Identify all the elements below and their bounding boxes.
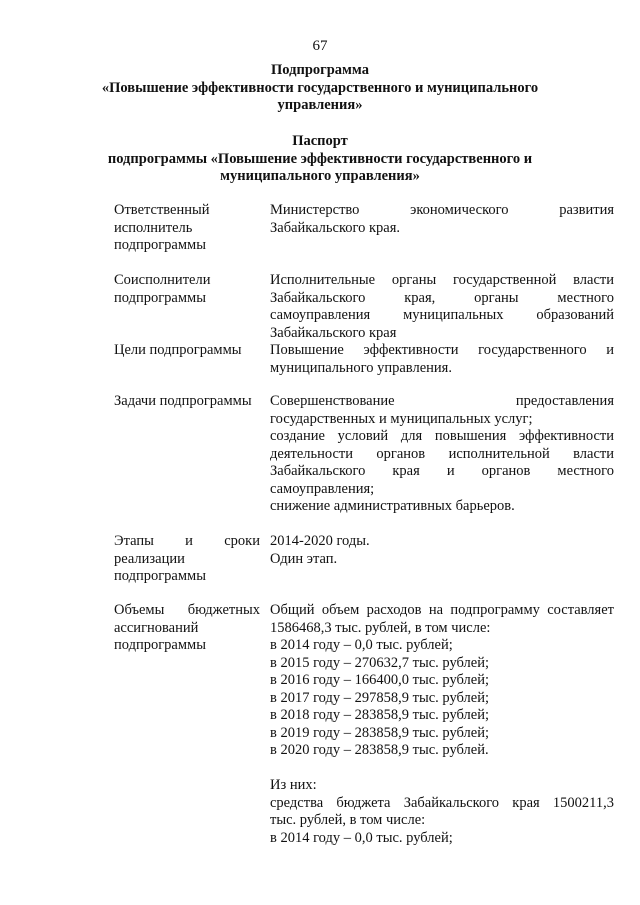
- value-line: Забайкальского края: [270, 324, 397, 341]
- row-label: [114, 393, 260, 411]
- row-label: [114, 533, 260, 586]
- label-line: Этапы и сроки: [114, 533, 260, 549]
- label-line: Объемы бюджетных: [114, 602, 260, 618]
- label-line: Цели подпрограммы: [114, 342, 242, 358]
- value-line: деятельности органов исполнительной власти: [270, 445, 614, 462]
- passport-title-line-2: подпрограммы «Повышение эффективности государственного и: [107, 150, 533, 167]
- value-line: в 2018 году – 283858,9 тыс. рублей;: [270, 707, 490, 723]
- value-line: в 2015 году – 270632,7 тыс. рублей;: [270, 654, 490, 671]
- subprogram-title-line-1: Подпрограмма: [271, 62, 369, 78]
- value-line: государственных и муниципальных услуг;: [270, 410, 533, 427]
- label-line: подпрограммы: [114, 237, 206, 253]
- row-label: [114, 602, 260, 655]
- label-line: Задачи подпрограммы: [114, 393, 252, 409]
- value-line: Один этап.: [270, 550, 338, 567]
- subprogram-title-line-2: «Повышение эффективности государственного и муниципального: [101, 79, 539, 96]
- page-number: 67: [312, 38, 328, 54]
- value-line: создание условий для повышения эффективности: [270, 428, 614, 444]
- value-line: муниципального управления.: [270, 359, 452, 376]
- row-value: [270, 272, 614, 342]
- label-line: реализации: [114, 550, 185, 567]
- value-line: в 2017 году – 297858,9 тыс. рублей;: [270, 689, 490, 706]
- row-label: [114, 342, 260, 360]
- value-line: 1586468,3 тыс. рублей, в том числе:: [270, 619, 491, 636]
- value-line: Министерство экономического развития: [270, 202, 614, 218]
- value-line: средства бюджета Забайкальского края 1500211,3: [270, 794, 614, 811]
- row-value: [270, 342, 614, 377]
- subprogram-title: [0, 62, 640, 115]
- row-value: [270, 533, 614, 568]
- passport-title-line-3: муниципального управления»: [220, 168, 420, 184]
- value-line: Забайкальского края и органов местного: [270, 463, 614, 479]
- value-line: в 2020 году – 283858,9 тыс. рублей.: [270, 742, 489, 758]
- value-line: в 2014 году – 0,0 тыс. рублей;: [270, 637, 453, 653]
- label-line: подпрограммы: [114, 637, 206, 653]
- row-label: [114, 272, 260, 307]
- label-line: Соисполнители: [114, 272, 211, 288]
- row-label: [114, 202, 260, 255]
- value-line: Забайкальского края.: [270, 219, 400, 236]
- row-value: [270, 602, 614, 847]
- label-line: Ответственный: [114, 202, 210, 218]
- subprogram-title-line-3: управления»: [277, 97, 363, 113]
- value-line: Совершенствование предоставления: [270, 393, 614, 409]
- value-line: в 2014 году – 0,0 тыс. рублей;: [270, 829, 453, 846]
- label-line: подпрограммы: [114, 568, 206, 584]
- value-line: в 2016 году – 166400,0 тыс. рублей;: [270, 672, 490, 688]
- label-line: ассигнований: [114, 619, 199, 636]
- value-line: тыс. рублей, в том числе:: [270, 812, 426, 828]
- value-line: самоуправления муниципальных образований: [270, 307, 614, 323]
- label-line: исполнитель: [114, 219, 193, 236]
- value-line: снижение административных барьеров.: [270, 498, 515, 514]
- value-line: [270, 760, 614, 778]
- value-line: Исполнительные органы государственной власти: [270, 272, 614, 288]
- passport-title: [0, 133, 640, 186]
- row-value: [270, 393, 614, 516]
- value-line: Из них:: [270, 777, 317, 793]
- value-line: Повышение эффективности государственного и: [270, 342, 614, 358]
- value-line: Общий объем расходов на подпрограмму составляет: [270, 602, 614, 618]
- value-line: самоуправления;: [270, 480, 375, 497]
- value-line: в 2019 году – 283858,9 тыс. рублей;: [270, 724, 490, 741]
- value-line: Забайкальского края, органы местного: [270, 289, 614, 306]
- passport-title-line-1: Паспорт: [292, 133, 348, 149]
- label-line: подпрограммы: [114, 289, 206, 306]
- value-line: 2014-2020 годы.: [270, 533, 370, 549]
- row-value: [270, 202, 614, 237]
